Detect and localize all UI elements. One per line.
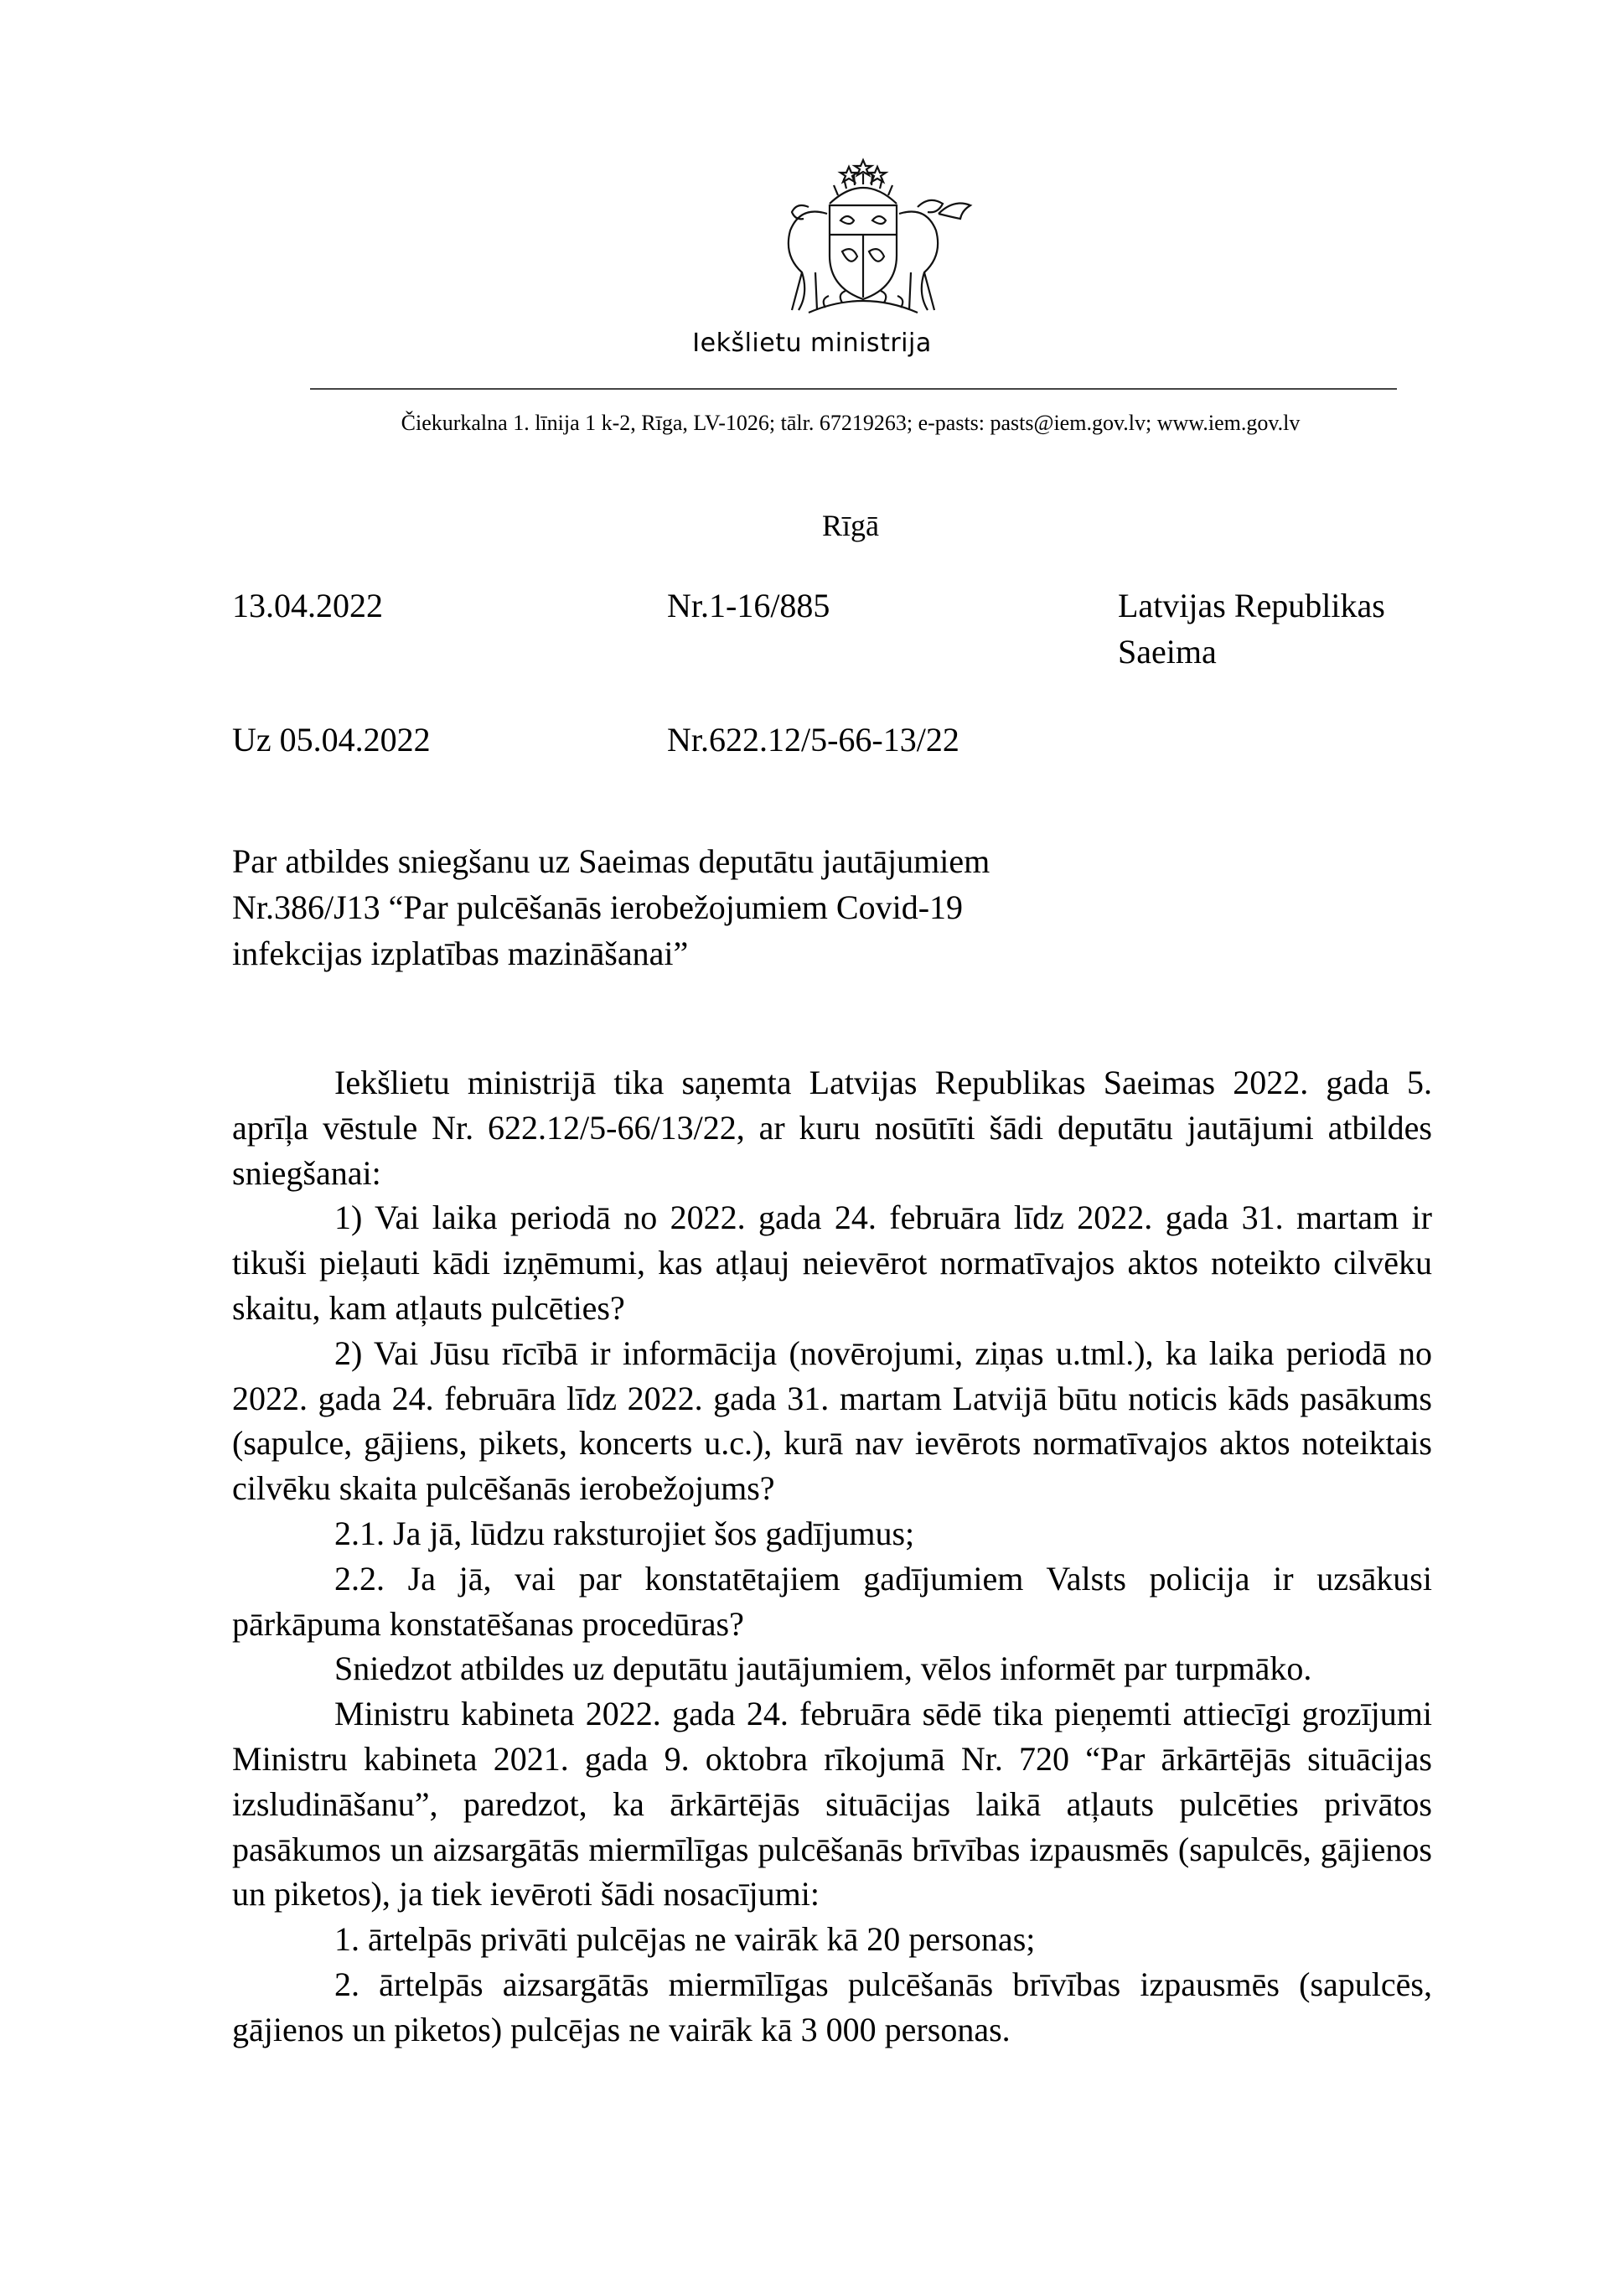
document-number: Nr.1-16/885 — [667, 587, 830, 624]
letter-subject — [232, 838, 1154, 976]
answer-paragraph: Ministru kabineta 2022. gada 24. februāra sēdē tika pieņemti attiecīgi grozījumi Ministru kabineta 2021. gada 9. oktobra rīkojumā Nr. 720 “Par ārkārtējās situācijas izsludināšanu”, paredzot, ka ārkārtējās situācijas laikā atļauts pulcēties privātos pasākumos un aizsargātās miermīlīgas pulcēšanās brīvības izpausmēs (sapulcēs, gājienos un piketos), ja tiek ievēroti šādi nosacījumi: — [232, 1695, 1432, 1913]
question-2: 2) Vai Jūsu rīcībā ir informācija (novērojumi, ziņas u.tml.), ka laika periodā no 2022. gada 24. februāra līdz 2022. gada 31. martam Latvijā būtu noticis kāds pasākums (sapulce, gājiens, pikets, koncerts u.c.), kurā nav ievērots normatīvajos aktos noteiktais cilvēku skaita pulcēšanās ierobežojums? — [232, 1333, 1432, 1508]
answer-intro: Sniedzot atbildes uz deputātu jautājumiem, vēlos informēt par turpmāko. — [334, 1649, 1312, 1688]
condition-1: 1. ārtelpās privāti pulcējas ne vairāk kā 20 personas; — [334, 1920, 1036, 1959]
document-date: 13.04.2022 — [232, 587, 383, 624]
reference-date: Uz 05.04.2022 — [232, 721, 431, 759]
subject-line-2: Nr.386/J13 “Par pulcēšanās ierobežojumiem Covid-19 — [232, 888, 964, 926]
reference-number: Nr.622.12/5-66-13/22 — [667, 721, 959, 759]
header-divider — [310, 388, 1397, 390]
recipient — [1118, 583, 1385, 675]
body-paragraph-intro: Iekšlietu ministrijā tika saņemta Latvijas Republikas Saeimas 2022. gada 5. aprīļa vēstule Nr. 622.12/5-66/13/22, ar kuru nosūtīti šādi deputātu jautājumi atbildes sniegšanai: — [232, 1064, 1432, 1192]
subject-line-3: infekcijas izplatības mazināšanai” — [232, 935, 689, 972]
question-2-2: 2.2. Ja jā, vai par konstatētajiem gadījumiem Valsts policija ir uzsākusi pārkāpuma konstatēšanas procedūras? — [232, 1559, 1432, 1643]
subject-line-1: Par atbildes sniegšanu uz Saeimas deputātu jautājumiem — [232, 842, 990, 880]
question-1: 1) Vai laika periodā no 2022. gada 24. februāra līdz 2022. gada 31. martam ir tikuši pieļauti kādi izņēmumi, kas atļauj neievērot normatīvajos aktos noteikto cilvēku skaitu, kam atļauts pulcēties? — [232, 1199, 1432, 1327]
letter-body — [232, 1060, 1432, 2053]
contact-address-line: Čiekurkalna 1. līnija 1 k-2, Rīga, LV-1026; tālr. 67219263; e-pasts: pasts@iem.gov.lv; www.iem.gov.lv — [401, 411, 1301, 435]
question-2-1: 2.1. Ja jā, lūdzu raksturojiet šos gadījumus; — [334, 1514, 915, 1552]
recipient-line-2: Saeima — [1118, 633, 1217, 671]
ministry-name: Iekšlietu ministrija — [692, 329, 932, 358]
recipient-line-1: Latvijas Republikas — [1118, 587, 1385, 624]
coat-of-arms-emblem — [750, 155, 976, 323]
condition-2: 2. ārtelpās aizsargātās miermīlīgas pulcēšanās brīvības izpausmēs (sapulcēs, gājienos un piketos) pulcējas ne vairāk kā 3 000 personas. — [232, 1965, 1432, 2048]
place-of-issue: Rīgā — [822, 509, 879, 542]
